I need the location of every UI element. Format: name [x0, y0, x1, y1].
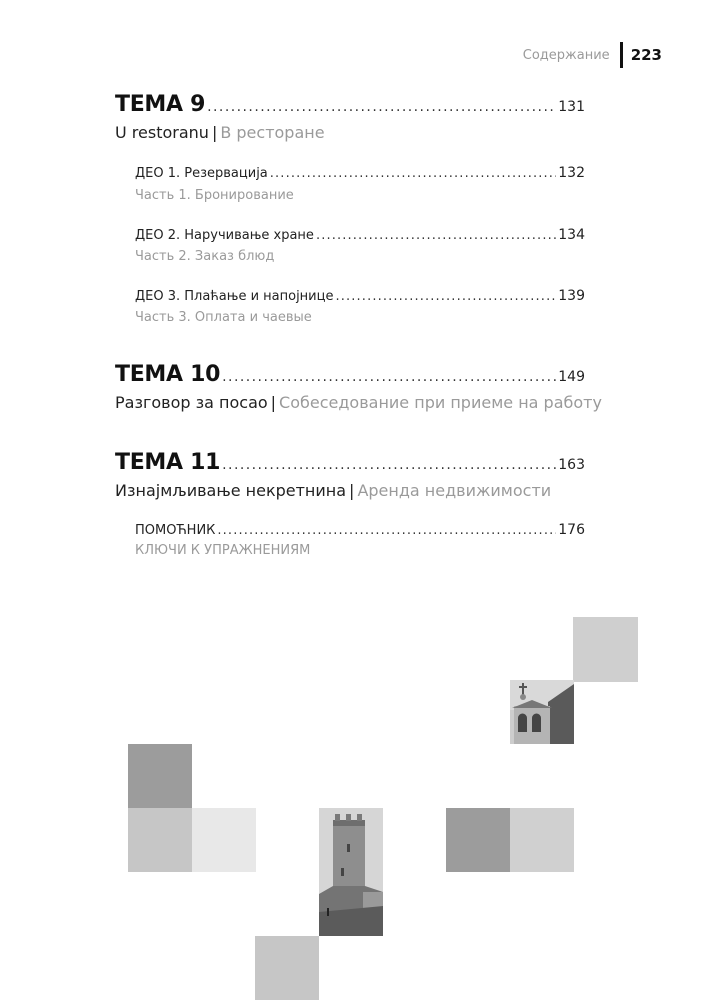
subtitle-separator: | — [270, 393, 277, 412]
subtitle-alt: В ресторане — [220, 123, 325, 142]
subtitle-main: Разговор за посао — [115, 393, 268, 412]
tema-10-subtitle — [115, 393, 602, 412]
decor-square — [573, 617, 638, 682]
part-page: 139 — [558, 288, 585, 304]
part-label: ДЕО 1. Резервација — [135, 166, 268, 181]
subtitle-separator: | — [349, 481, 355, 500]
subtitle-main: U restoranu — [115, 123, 209, 142]
dot-leader — [316, 228, 556, 243]
part-page: 132 — [558, 165, 585, 181]
part-label: ДЕО 2. Наручивање хране — [135, 228, 314, 243]
decor-square — [128, 808, 192, 872]
tema-11-subtitle — [115, 481, 551, 500]
dot-leader — [270, 166, 556, 181]
part-page: 134 — [558, 227, 585, 243]
subtitle-main: Изнајмљивање некретнина — [115, 481, 347, 500]
part-3-ru: Часть 3. Оплата и чаевые — [135, 310, 312, 325]
decor-square — [128, 744, 192, 808]
header-divider — [620, 42, 623, 68]
tower-photo — [319, 808, 383, 936]
subtitle-separator: | — [211, 123, 218, 142]
header-title: Содержание — [522, 47, 610, 63]
part-label: ДЕО 3. Плаћање и напојнице — [135, 289, 334, 304]
toc-entry-tema-11[interactable] — [115, 450, 585, 475]
dot-leader — [335, 289, 556, 304]
subtitle-alt: Аренда недвижимости — [357, 481, 552, 500]
tema-label: ТЕМА 9 — [115, 92, 206, 117]
toc-entry-part-2[interactable] — [135, 227, 585, 243]
toc-entry-part-1[interactable] — [135, 165, 585, 181]
tema-page: 163 — [558, 457, 585, 473]
decor-square — [255, 936, 319, 1000]
tema-9-subtitle — [115, 123, 325, 142]
dot-leader — [207, 99, 556, 115]
tema-label: ТЕМА 11 — [115, 450, 221, 475]
part-2-ru: Часть 2. Заказ блюд — [135, 249, 275, 264]
dot-leader — [222, 369, 556, 385]
toc-entry-appendix[interactable] — [135, 522, 585, 538]
toc-entry-part-3[interactable] — [135, 288, 585, 304]
appendix-label: ПОМОЋНИК — [135, 523, 216, 538]
subtitle-alt: Собеседование при приеме на работу — [279, 393, 602, 412]
toc-entry-tema-9[interactable] — [115, 92, 585, 117]
tema-page: 149 — [558, 369, 585, 385]
tema-label: ТЕМА 10 — [115, 362, 221, 387]
dot-leader — [217, 523, 556, 538]
page-number: 223 — [630, 46, 662, 64]
appendix-page: 176 — [558, 522, 585, 538]
appendix-ru: КЛЮЧИ К УПРАЖНЕНИЯМ — [135, 543, 311, 558]
decor-square — [446, 808, 510, 872]
running-header — [523, 42, 662, 68]
dot-leader — [222, 457, 556, 473]
part-1-ru: Часть 1. Бронирование — [135, 188, 294, 203]
toc-entry-tema-10[interactable] — [115, 362, 585, 387]
decor-square — [510, 808, 574, 872]
tema-page: 131 — [558, 99, 585, 115]
monastery-photo — [510, 680, 574, 744]
decor-square — [192, 808, 256, 872]
